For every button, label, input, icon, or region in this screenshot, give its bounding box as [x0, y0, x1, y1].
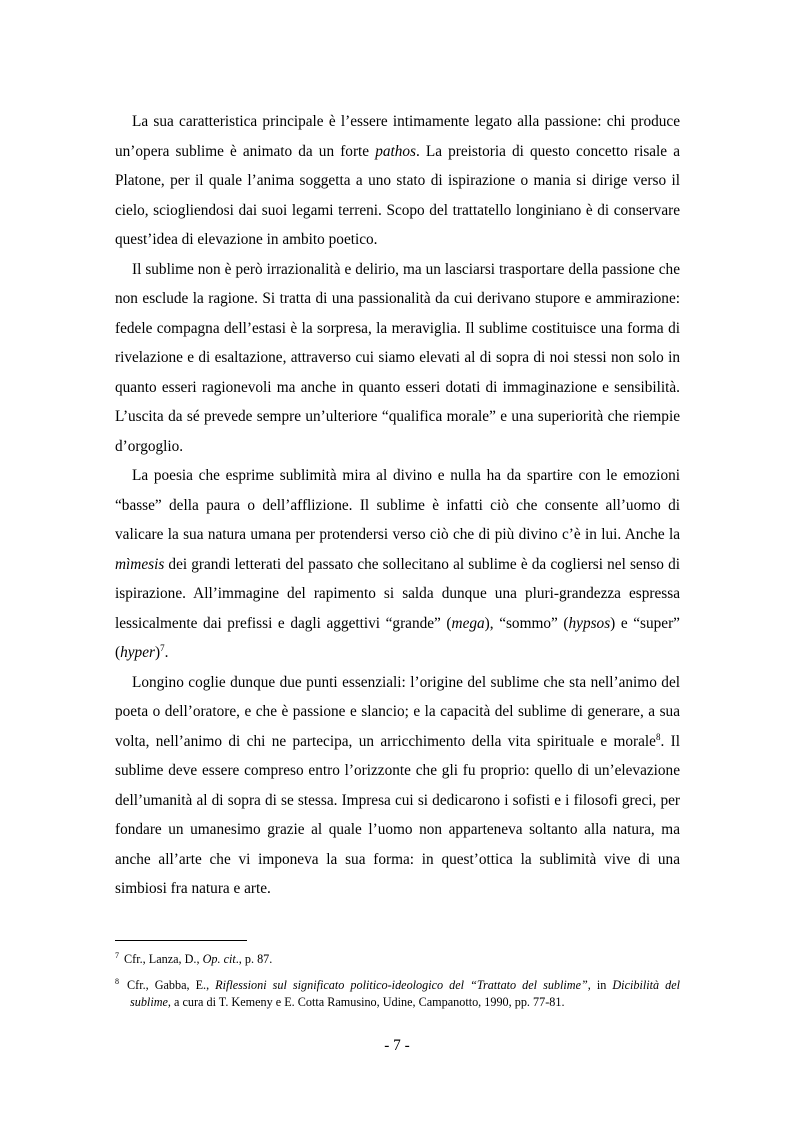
footnote-separator: [115, 940, 247, 941]
text-run: Cfr., Lanza, D.,: [121, 952, 203, 966]
text-run: Longino coglie dunque due punti essenziali: l’origine del sublime che sta nell’animo del poeta o dell’oratore, e che è passione e slancio; e la capacità del sublime di generare, a sua volta, nell’animo di chi ne partecipa, un arricchimento della vita spirituale e morale: [115, 673, 680, 750]
paragraph-3: [115, 461, 680, 668]
footnote-ref: 8: [655, 731, 661, 742]
text-run: , in: [587, 978, 613, 992]
italic-term: Dicibilità del sublime: [130, 978, 681, 1009]
text-run: Il sublime non è però irrazionalità e delirio, ma un lasciarsi trasportare della passione che non esclude la ragione. Si tratta di una passionalità da cui derivano stupore e ammirazione: fedele compagna dell’estasi è la sorpresa, la meraviglia. Il sublime costituisce una forma di rivelazione e di esaltazione, attraverso cui siamo elevati al di sopra di noi stessi non solo in quanto esseri ragionevoli ma anche in quanto esseri dotati di immaginazione e sensibilità. L’uscita da sé prevede sempre un’ulteriore “qualifica morale” e una superiorità che riempie d’orgoglio.: [115, 260, 680, 455]
text-run: Cfr., Gabba, E.,: [121, 978, 216, 992]
paragraph-1: [115, 107, 680, 255]
italic-term: pathos: [375, 142, 416, 160]
text-run: ): [154, 644, 161, 661]
italic-term: Op. cit: [202, 952, 236, 966]
text-run: .: [164, 644, 169, 661]
footnotes: [115, 951, 680, 1020]
paragraph-2: [115, 255, 680, 462]
footnote-ref: 8: [115, 976, 119, 986]
footnote-ref: 7: [160, 642, 165, 653]
text-run: La sua caratteristica principale è l’essere intimamente legato alla passione: chi produce un’opera sublime è animato da un forte: [115, 113, 680, 160]
text-run: dei grandi letterati del passato che sollecitano al sublime è da cogliersi nel senso di ispirazione. All’immagine del rapimento si salda dunque una pluri-grandezza espressa lessicalmente dai prefissi e dagli aggettivi “grande” (: [115, 555, 680, 632]
paragraph-4: [115, 668, 680, 904]
footnote-ref: 7: [115, 950, 119, 960]
text-run: ), “sommo” (: [484, 614, 569, 632]
italic-term: hypsos: [568, 614, 611, 632]
page-number: - 7 -: [384, 1037, 410, 1054]
footnote-7: [115, 951, 680, 968]
italic-term: Riflessioni sul significato politico-ideologico del “Trattato del sublime”: [215, 978, 588, 992]
italic-term: mega: [451, 614, 485, 632]
text-run: , a cura di T. Kemeny e E. Cotta Ramusino, Udine, Campanotto, 1990, pp. 77-81.: [167, 995, 565, 1009]
text-run: . La preistoria di questo concetto risale a Platone, per il quale l’anima soggetta a uno stato di ispirazione o mania si dirige verso il cielo, sciogliendosi dai suoi legami terreni. Scopo del trattatello longiniano è di conservare quest’idea di elevazione in ambito poetico.: [115, 142, 680, 248]
footnote-8: [115, 977, 680, 1011]
text-run: ) e “super” (: [115, 614, 680, 661]
italic-term: hyper: [120, 644, 155, 661]
text-run: . Il sublime deve essere compreso entro l’orizzonte che gli fu proprio: quello di un’elevazione dell’umanità al di sopra di se stessa. Impresa cui si dedicarono i sofisti e i filosofi greci, per fondare un umanesimo grazie al quale l’uomo non apparteneva soltanto alla natura, ma anche all’arte che vi imponeva la sua forma: in quest’ottica la sublimità vive di una simbiosi fra natura e arte.: [115, 732, 680, 897]
italic-term: mìmesis: [115, 555, 165, 573]
main-text: [115, 107, 680, 904]
text-run: La poesia che esprime sublimità mira al divino e nulla ha da spartire con le emozioni “basse” della paura o dell’afflizione. Il sublime è infatti ciò che consente all’uomo di valicare la sua natura umana per protendersi verso ciò che di più divino c’è in lui. Anche la: [115, 467, 680, 543]
text-run: ., p. 87.: [235, 952, 273, 966]
